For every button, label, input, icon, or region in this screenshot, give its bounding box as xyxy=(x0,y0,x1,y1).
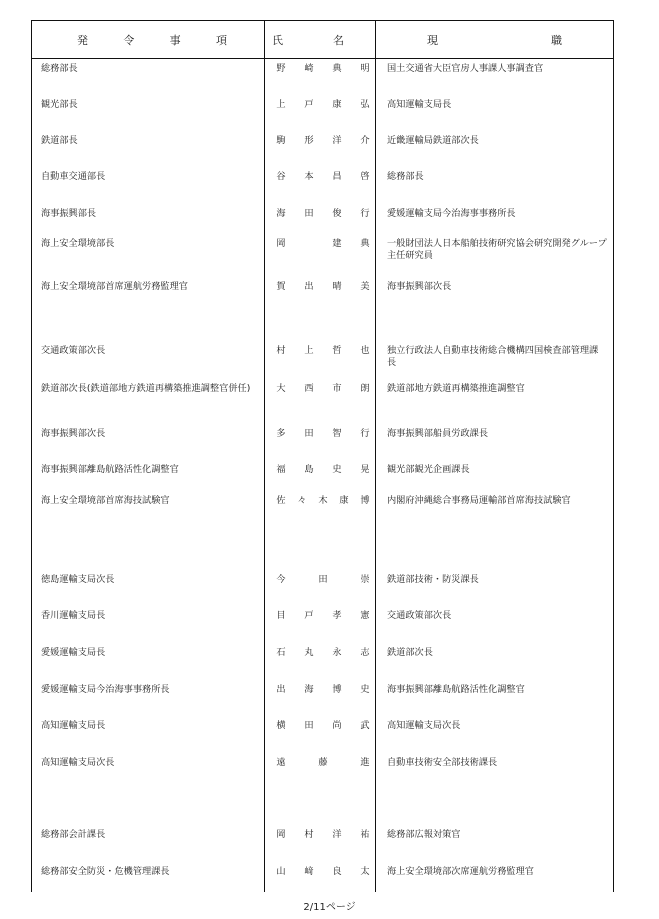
name-cell xyxy=(275,238,371,250)
current-post-cell: 自動車技術安全部技術課長 xyxy=(387,757,498,768)
name-char: 西 xyxy=(304,383,314,394)
name-char: 石 xyxy=(276,647,286,658)
header-char: 氏 xyxy=(272,33,283,47)
name-cell xyxy=(275,171,371,183)
appointment-cell: 海事振興部次長 xyxy=(41,428,106,439)
name-cell xyxy=(275,829,371,841)
name-char: 今 xyxy=(276,574,286,585)
name-char: 駒 xyxy=(276,135,286,146)
name-char: 木 xyxy=(318,495,328,506)
appointment-cell: 高知運輸支局長 xyxy=(41,720,106,731)
name-char: 岡 xyxy=(276,238,286,249)
name-char: 本 xyxy=(304,171,314,182)
column-divider xyxy=(375,21,376,892)
name-char: 海 xyxy=(304,684,314,695)
name-char: 行 xyxy=(360,428,370,439)
current-post-cell: 海事振興部離島航路活性化調整官 xyxy=(387,684,525,695)
name-char xyxy=(296,574,308,586)
current-post-cell: 高知運輸支局次長 xyxy=(387,720,461,731)
name-char: 田 xyxy=(304,720,314,731)
table-header xyxy=(32,21,613,59)
name-cell xyxy=(275,495,371,507)
name-cell xyxy=(275,757,371,769)
name-char: 志 xyxy=(360,647,370,658)
current-post-cell: 総務部長 xyxy=(387,171,424,182)
name-char: 海 xyxy=(276,208,286,219)
appointment-cell: 総務部会計課長 xyxy=(41,829,106,840)
appointment-cell: 鉄道部次長(鉄道部地方鉄道再構築推進調整官併任) xyxy=(41,383,251,394)
name-char: 﨑 xyxy=(304,866,314,877)
name-char: 谷 xyxy=(276,171,286,182)
name-cell xyxy=(275,135,371,147)
name-char: 博 xyxy=(360,495,370,506)
name-char: 洋 xyxy=(332,135,342,146)
name-char xyxy=(338,757,350,769)
header-appointment xyxy=(77,21,227,58)
name-char: 藤 xyxy=(318,757,328,768)
name-cell xyxy=(275,63,371,75)
name-cell xyxy=(275,720,371,732)
appointment-cell: 海上安全環境部首席海技試験官 xyxy=(41,495,170,506)
name-cell xyxy=(275,647,371,659)
name-char: 永 xyxy=(332,647,342,658)
name-char: 田 xyxy=(304,428,314,439)
appointment-cell: 徳島運輸支局次長 xyxy=(41,574,115,585)
name-char: 智 xyxy=(332,428,342,439)
current-post-cell: 愛媛運輸支局今治海事事務所長 xyxy=(387,208,516,219)
name-char: 上 xyxy=(276,99,286,110)
current-post-cell: 交通政策部次長 xyxy=(387,610,452,621)
name-cell xyxy=(275,428,371,440)
name-char: 山 xyxy=(276,866,286,877)
name-char: 崇 xyxy=(360,574,370,585)
name-char: 賀 xyxy=(276,281,286,292)
appointment-cell: 高知運輸支局次長 xyxy=(41,757,115,768)
name-char: 介 xyxy=(360,135,370,146)
name-char: 憲 xyxy=(360,610,370,621)
name-char: 丸 xyxy=(304,647,314,658)
name-char: 出 xyxy=(276,684,286,695)
appointment-cell: 総務部安全防災・危機管理課長 xyxy=(41,866,170,877)
header-char: 令 xyxy=(123,33,135,47)
appointment-cell: 観光部長 xyxy=(41,99,78,110)
header-name xyxy=(272,21,344,58)
name-cell xyxy=(275,99,371,111)
name-cell xyxy=(275,684,371,696)
name-char: 哲 xyxy=(332,345,342,356)
appointment-cell: 自動車交通部長 xyxy=(41,171,106,182)
name-cell xyxy=(275,383,371,395)
current-post-cell: 海事振興部次長 xyxy=(387,281,452,292)
appointment-cell: 香川運輸支局長 xyxy=(41,610,106,621)
current-post-cell: 総務部広報対策官 xyxy=(387,829,461,840)
current-post-cell: 高知運輸支局長 xyxy=(387,99,452,110)
appointment-cell: 愛媛運輸支局長 xyxy=(41,647,106,658)
name-char: 典 xyxy=(332,63,342,74)
page-number: 2/11ページ xyxy=(303,902,356,913)
name-cell xyxy=(275,610,371,622)
name-char: 太 xyxy=(360,866,370,877)
name-char: 康 xyxy=(332,99,342,110)
name-char: 岡 xyxy=(276,829,286,840)
name-char: 良 xyxy=(332,866,342,877)
appointment-cell: 海上安全環境部長 xyxy=(41,238,115,249)
name-char: 進 xyxy=(360,757,370,768)
header-char: 発 xyxy=(77,33,88,47)
name-char: 村 xyxy=(276,345,286,356)
appointment-cell: 愛媛運輸支局今治海事事務所長 xyxy=(41,684,170,695)
name-char: 戸 xyxy=(304,610,314,621)
name-char xyxy=(296,757,308,769)
name-cell xyxy=(275,281,371,293)
name-char: 遠 xyxy=(276,757,286,768)
current-post-cell: 海上安全環境部次席運航労務監理官 xyxy=(387,866,534,877)
name-char: 出 xyxy=(304,281,314,292)
name-char: 多 xyxy=(276,428,286,439)
name-char: 目 xyxy=(276,610,286,621)
header-char: 事 xyxy=(169,33,181,47)
appointment-cell: 海事振興部長 xyxy=(41,208,97,219)
name-cell xyxy=(275,345,371,357)
current-post-cell: 一般財団法人日本船舶技術研究協会研究開発グループ主任研究員 xyxy=(387,238,607,261)
header-char: 項 xyxy=(215,33,227,47)
name-char: 康 xyxy=(339,495,349,506)
name-char: 祐 xyxy=(360,829,370,840)
name-char: 弘 xyxy=(360,99,370,110)
name-char: 史 xyxy=(332,464,342,475)
name-cell xyxy=(275,464,371,476)
current-post-cell: 海事振興部船員労政課長 xyxy=(387,428,489,439)
header-char: 職 xyxy=(551,33,562,47)
name-char: 横 xyxy=(276,720,286,731)
current-post-cell: 鉄道部次長 xyxy=(387,647,433,658)
name-char: 大 xyxy=(276,383,286,394)
column-divider xyxy=(264,21,265,892)
name-char: 野 xyxy=(276,63,286,74)
header-char: 現 xyxy=(427,33,438,47)
appointment-cell: 交通政策部次長 xyxy=(41,345,106,356)
name-char: 戸 xyxy=(304,99,314,110)
name-char: 上 xyxy=(304,345,314,356)
appointment-cell: 総務部長 xyxy=(41,63,78,74)
current-post-cell: 鉄道部地方鉄道再構築推進調整官 xyxy=(387,383,525,394)
header-current-post xyxy=(427,21,562,58)
name-char: 崎 xyxy=(304,63,314,74)
current-post-cell: 鉄道部技術・防災課長 xyxy=(387,574,479,585)
name-char: 福 xyxy=(276,464,286,475)
name-char: 市 xyxy=(332,383,342,394)
name-char: 史 xyxy=(360,684,370,695)
name-char: 洋 xyxy=(332,829,342,840)
name-cell xyxy=(275,866,371,878)
name-char: 朗 xyxy=(360,383,370,394)
name-char: 田 xyxy=(318,574,328,585)
name-char: 佐 xyxy=(276,495,286,506)
current-post-cell: 近畿運輸局鉄道部次長 xyxy=(387,135,479,146)
current-post-cell: 観光部観光企画課長 xyxy=(387,464,470,475)
name-char: 明 xyxy=(360,63,370,74)
name-char: 啓 xyxy=(360,171,370,182)
name-char: 俊 xyxy=(332,208,342,219)
name-char: 典 xyxy=(360,238,370,249)
name-char: 晴 xyxy=(332,281,342,292)
name-char: 形 xyxy=(304,135,314,146)
name-char: 村 xyxy=(304,829,314,840)
appointment-cell: 海事振興部離島航路活性化調整官 xyxy=(41,464,179,475)
name-char: 孝 xyxy=(332,610,342,621)
name-char: 田 xyxy=(304,208,314,219)
name-char: 建 xyxy=(332,238,342,249)
header-char: 名 xyxy=(333,33,344,47)
name-char: 島 xyxy=(304,464,314,475)
name-char: 昌 xyxy=(332,171,342,182)
name-char xyxy=(338,574,350,586)
name-char: 尚 xyxy=(332,720,342,731)
appointment-cell: 鉄道部長 xyxy=(41,135,78,146)
current-post-cell: 国土交通省大臣官房人事課人事調査官 xyxy=(387,63,544,74)
name-cell xyxy=(275,574,371,586)
name-char: 博 xyxy=(332,684,342,695)
personnel-table xyxy=(31,20,614,892)
name-char: 也 xyxy=(360,345,370,356)
name-char xyxy=(303,238,315,250)
current-post-cell: 内閣府沖縄総合事務局運輸部首席海技試験官 xyxy=(387,495,571,506)
name-char: 々 xyxy=(297,495,307,506)
appointment-cell: 海上安全環境部首席運航労務監理官 xyxy=(41,281,188,292)
name-char: 武 xyxy=(360,720,370,731)
name-char: 美 xyxy=(360,281,370,292)
current-post-cell: 独立行政法人自動車技術総合機構四国検査部管理課長 xyxy=(387,345,599,368)
name-cell xyxy=(275,208,371,220)
name-char: 行 xyxy=(360,208,370,219)
name-char: 晃 xyxy=(360,464,370,475)
